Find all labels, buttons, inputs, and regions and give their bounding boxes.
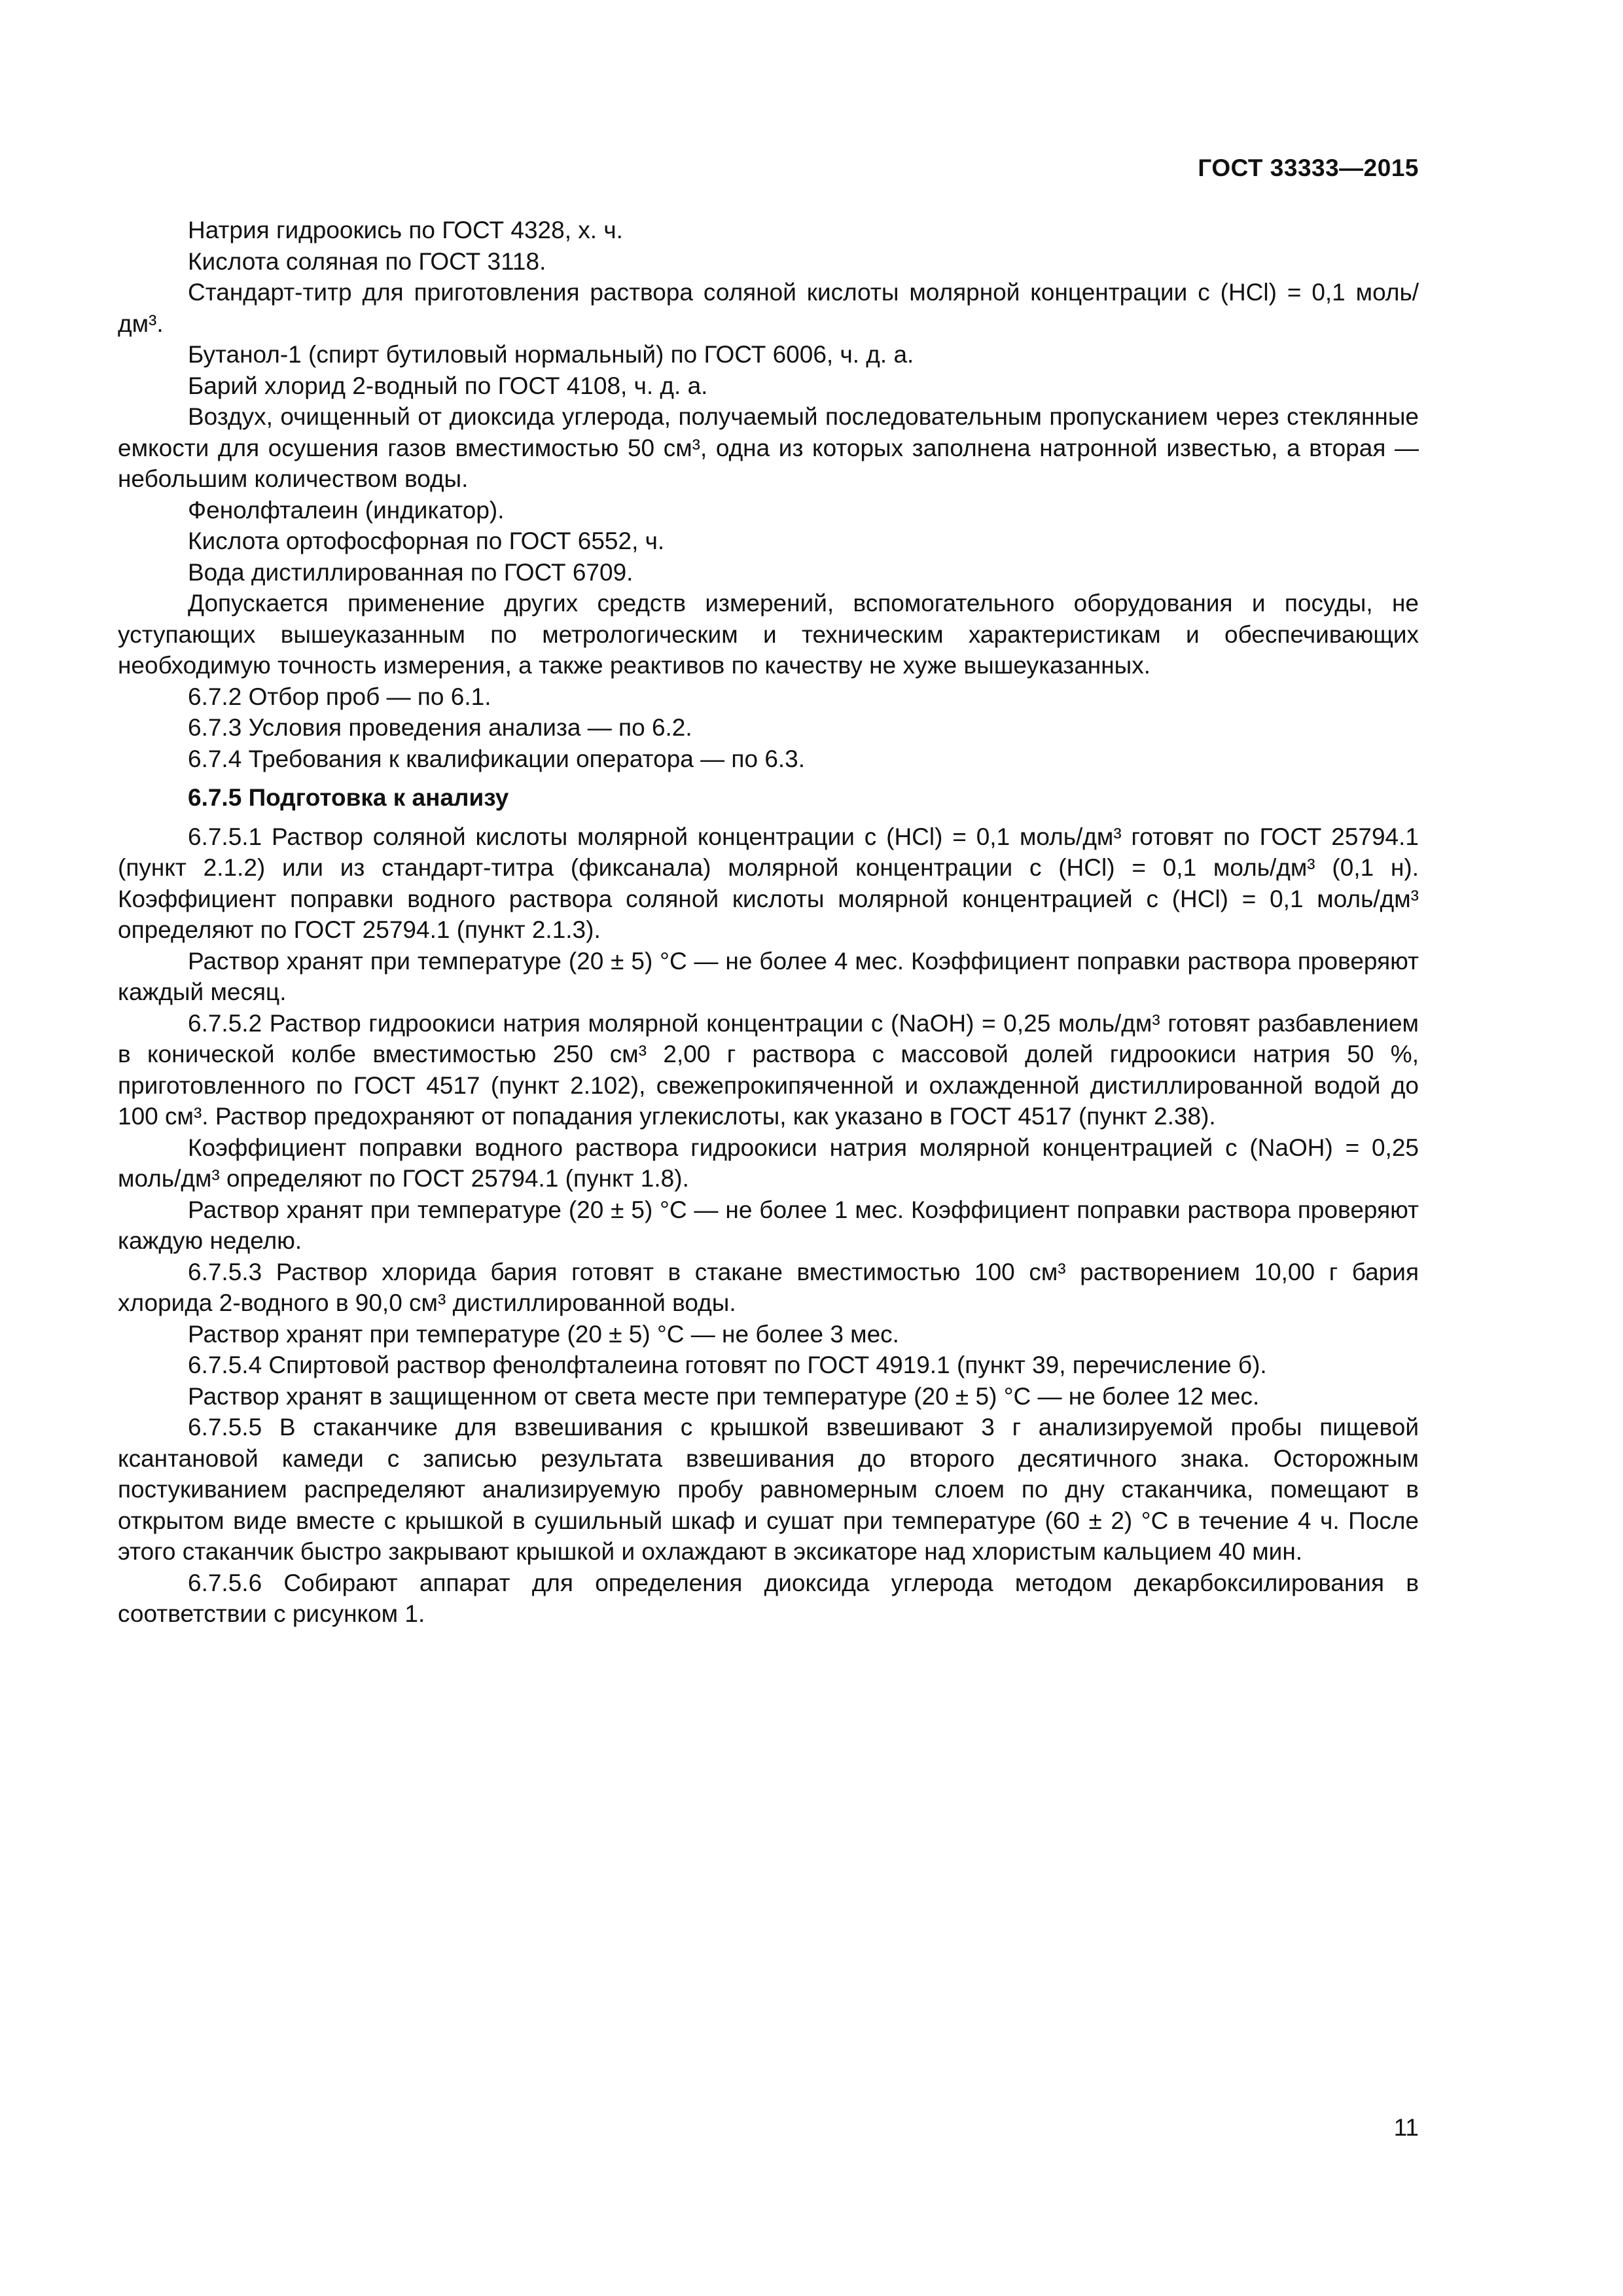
paragraph: Допускается применение других средств измерений, вспомогательного оборудования и посуды, не уступающих вышеуказанным по метрологическим и техническим характеристикам и обеспечивающих необходимую точность измерения, а также реактивов по качеству не хуже вышеуказанных. — [118, 590, 1419, 679]
paragraph: Воздух, очищенный от диоксида углерода, получаемый последовательным пропусканием через стеклянные емкости для осушения газов вместимостью 50 см³, одна из которых заполнена натронной известью, а вторая — небольшим количеством воды. — [118, 403, 1419, 492]
document-body — [118, 215, 1419, 1630]
document-header: ГОСТ 33333—2015 — [1198, 154, 1419, 181]
paragraph: Кислота ортофосфорная по ГОСТ 6552, ч. — [188, 528, 665, 554]
paragraph: Кислота соляная по ГОСТ 3118. — [188, 247, 546, 275]
paragraph: Вода дистиллированная по ГОСТ 6709. — [188, 558, 633, 586]
page-number: 11 — [1393, 2114, 1419, 2141]
paragraph: Коэффициент поправки водного раствора гидроокиси натрия молярной концентрацией c (NaOH) = 0,25 моль/дм³ определяют по ГОСТ 25794.1 (пункт 1.8). — [118, 1134, 1419, 1192]
clause-6-7-3: 6.7.3 Условия проведения анализа — по 6.2. — [188, 714, 692, 741]
paragraph: Раствор хранят при температуре (20 ± 5) °С — не более 3 мес. — [188, 1320, 899, 1348]
paragraph: Фенолфталеин (индикатор). — [188, 496, 505, 524]
paragraph: Бутанол-1 (спирт бутиловый нормальный) по ГОСТ 6006, ч. д. а. — [188, 341, 914, 368]
paragraph: Раствор хранят в защищенном от света месте при температуре (20 ± 5) °С — не более 12 мес. — [188, 1382, 1260, 1410]
paragraph: Натрия гидроокись по ГОСТ 4328, х. ч. — [188, 217, 623, 243]
paragraph: Раствор хранят при температуре (20 ± 5) °С — не более 1 мес. Коэффициент поправки раствора проверяют каждую неделю. — [118, 1196, 1419, 1254]
clause-6-7-5-3: 6.7.5.3 Раствор хлорида бария готовят в стакане вместимостью 100 см³ растворением 10,00 г бария хлорида 2-водного в 90,0 см³ дистиллированной воды. — [118, 1258, 1419, 1316]
section-heading: 6.7.5 Подготовка к анализу — [188, 784, 509, 811]
paragraph: Барий хлорид 2-водный по ГОСТ 4108, ч. д. а. — [188, 372, 708, 399]
clause-6-7-5-6: 6.7.5.6 Собирают аппарат для определения диоксида углерода методом декарбоксилирования в соответствии с рисунком 1. — [118, 1569, 1419, 1627]
clause-6-7-2: 6.7.2 Отбор проб — по 6.1. — [188, 683, 491, 710]
paragraph: Стандарт-титр для приготовления раствора соляной кислоты молярной концентрации c (HCl) = 0,1 моль/дм³. — [118, 279, 1419, 337]
clause-6-7-5-5: 6.7.5.5 В стаканчике для взвешивания с крышкой взвешивают 3 г анализируемой пробы пищевой ксантановой камеди с записью результата взвешивания до второго десятичного знака. Осторожным постукиванием распределяют анализируемую пробу равномерным слоем по дну стаканчика, помещают в открытом виде вместе с крышкой в сушильный шкаф и сушат при температуре (60 ± 2) °С в течение 4 ч. После этого стаканчик быстро закрывают крышкой и охлаждают в эксикаторе над хлористым кальцием 40 мин. — [118, 1414, 1419, 1565]
paragraph: Раствор хранят при температуре (20 ± 5) °С — не более 4 мес. Коэффициент поправки раствора проверяют каждый месяц. — [118, 947, 1419, 1005]
clause-6-7-5-4: 6.7.5.4 Спиртовой раствор фенолфталеина готовят по ГОСТ 4919.1 (пункт 39, перечисление б). — [188, 1352, 1267, 1378]
clause-6-7-5-1: 6.7.5.1 Раствор соляной кислоты молярной концентрации c (HCl) = 0,1 моль/дм³ готовят по ГОСТ 25794.1 (пункт 2.1.2) или из стандарт-титра (фиксанала) молярной концентрации c (HCl) = 0,1 моль/дм³ (0,1 н). Коэффициент поправки водного раствора соляной кислоты молярной концентрацией c (HCl) = 0,1 моль/дм³ определяют по ГОСТ 25794.1 (пункт 2.1.3). — [118, 823, 1419, 943]
clause-6-7-5-2: 6.7.5.2 Раствор гидроокиси натрия молярной концентрации c (NaOH) = 0,25 моль/дм³ готовят разбавлением в конической колбе вместимостью 250 см³ 2,00 г раствора с массовой долей гидроокиси натрия 50 %, приготовленного по ГОСТ 4517 (пункт 2.102), свежепрокипяченной и охлажденной дистиллированной водой до 100 см³. Раствор предохраняют от попадания углекислоты, как указано в ГОСТ 4517 (пункт 2.38). — [118, 1009, 1419, 1130]
clause-6-7-4: 6.7.4 Требования к квалификации оператора — по 6.3. — [188, 745, 806, 772]
